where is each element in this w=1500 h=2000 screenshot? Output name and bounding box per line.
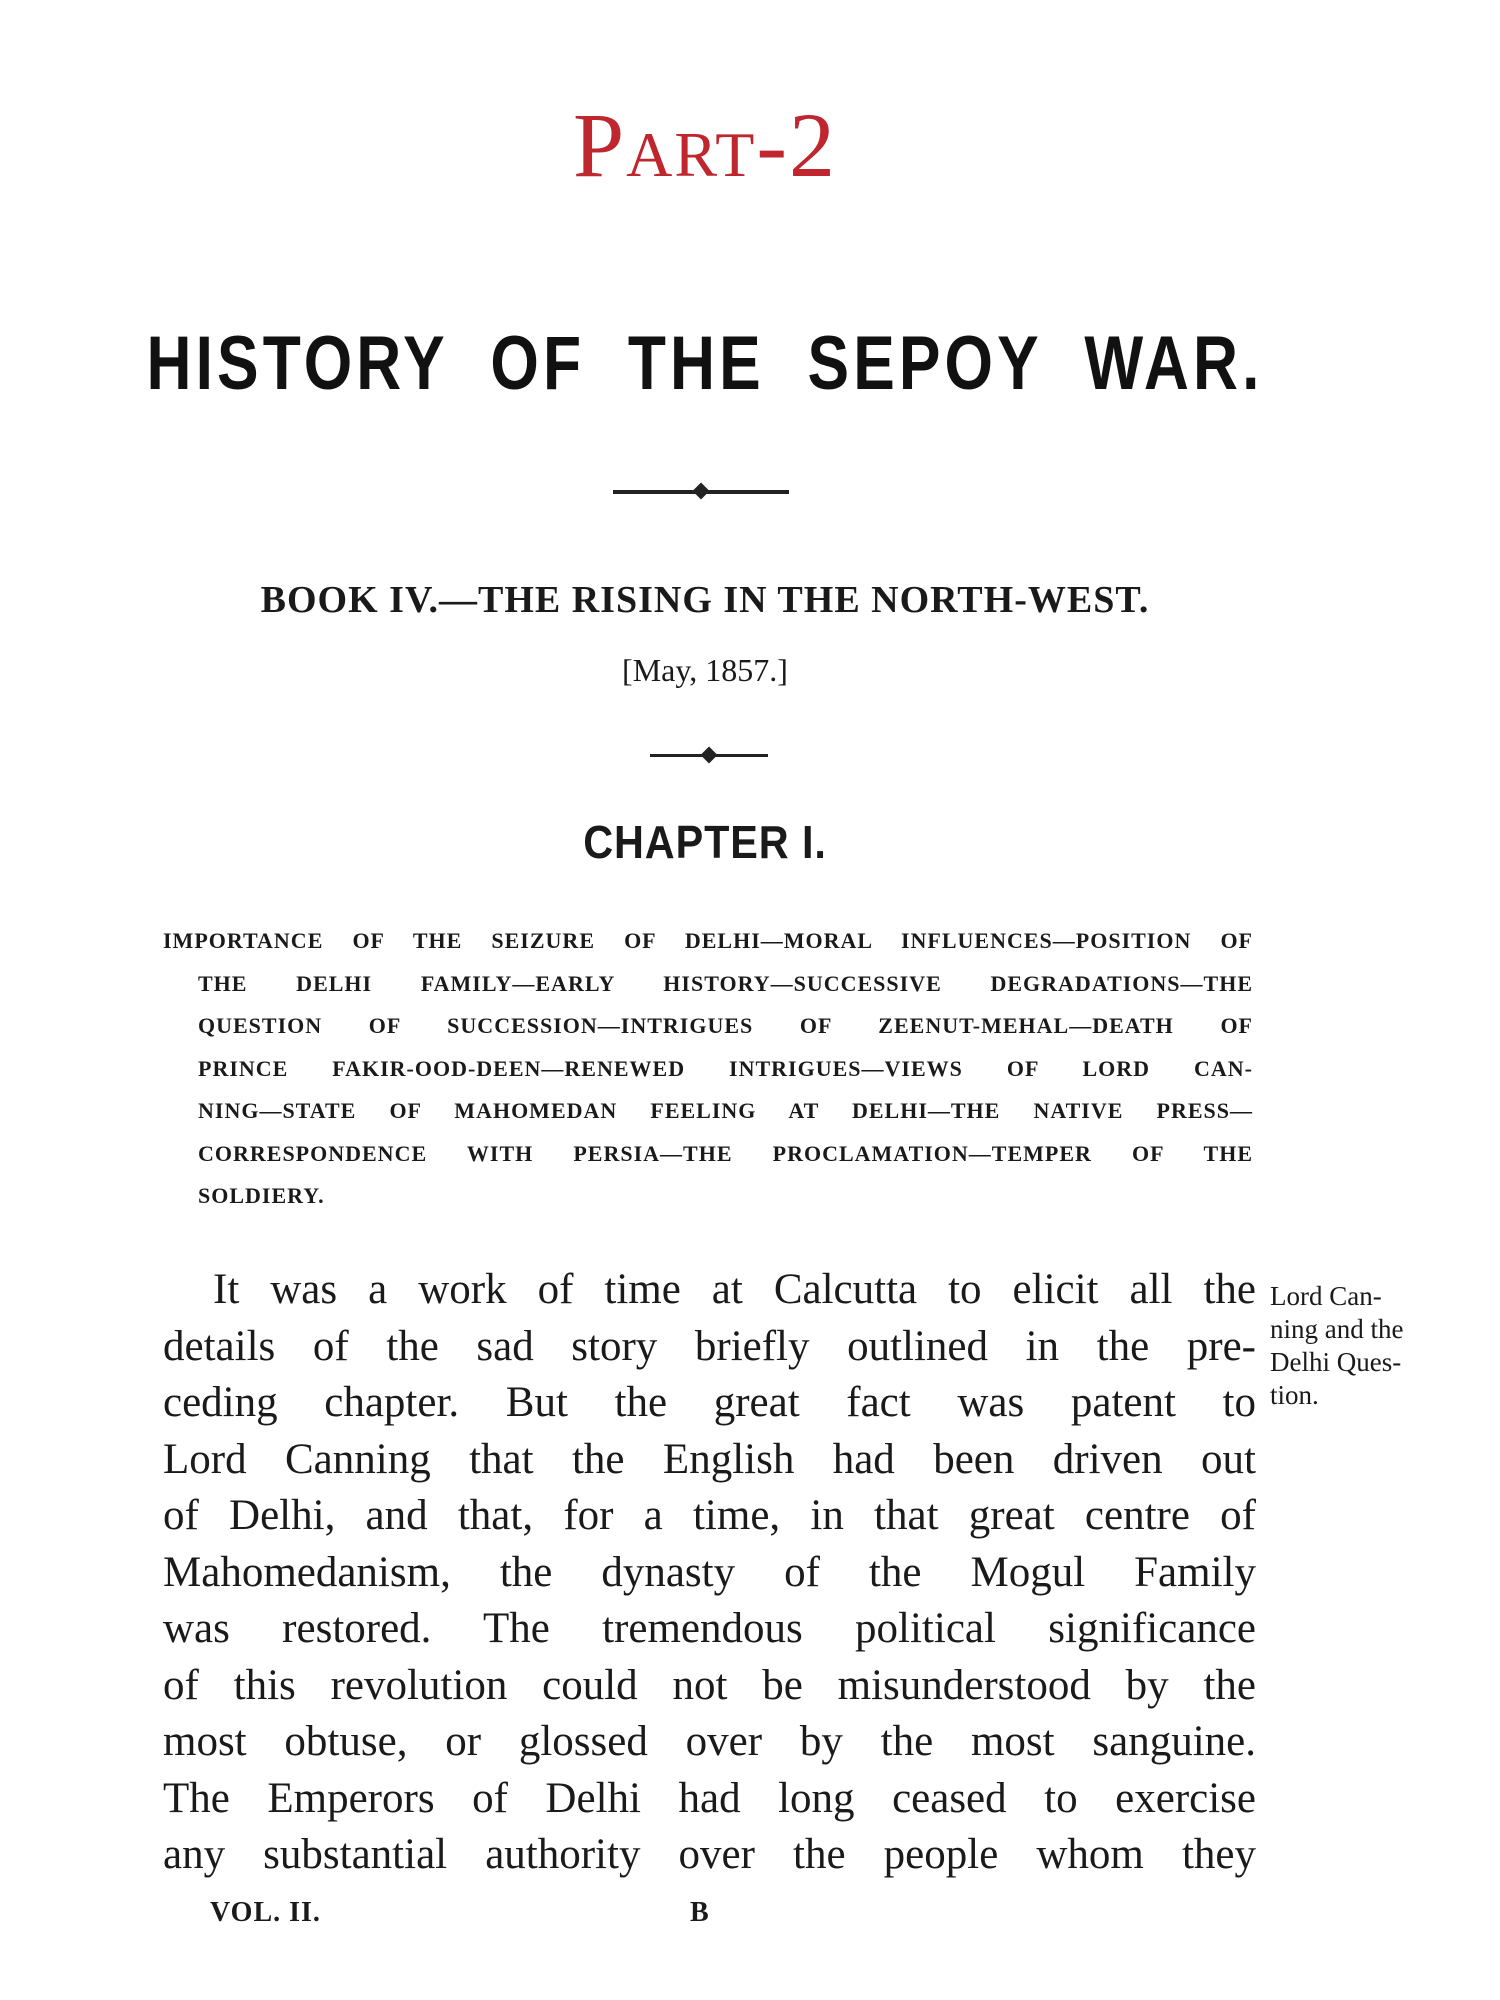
chapter-heading: CHAPTER I. [583,816,827,868]
body-line: Mahomedanism, the dynasty of the Mogul Family [163,1548,1256,1596]
synopsis-line: CORRESPONDENCE WITH PERSIA—THE PROCLAMATION—TEMPER OF THE [198,1140,1253,1166]
ornamental-rule-bottom [650,754,768,757]
book-section-title: BOOK IV.—THE RISING IN THE NORTH-WEST. [260,579,1150,621]
ornamental-rule-top [613,490,789,494]
margin-note-line: Delhi Ques- [1270,1347,1402,1377]
synopsis-line: PRINCE FAKIR-OOD-DEEN—RENEWED INTRIGUES—VIEWS OF LORD CAN- [198,1055,1253,1081]
body-line: any substantial authority over the people whom they [163,1831,1256,1878]
margin-note [1270,1280,1460,1412]
part-label: Part-2 [573,94,837,196]
margin-note-line: tion. [1270,1380,1319,1410]
synopsis-line: NING—STATE OF MAHOMEDAN FEELING AT DELHI—THE NATIVE PRESS— [198,1098,1253,1123]
body-line: ceding chapter. But the great fact was patent to [163,1379,1256,1426]
body-line: of this revolution could not be misunderstood by the [163,1661,1256,1709]
synopsis-line: SOLDIERY. [198,1183,325,1208]
footer-volume: VOL. II. [210,1897,321,1928]
footer-signature-mark: B [690,1897,709,1928]
body-line: It was a work of time at Calcutta to elicit all the [213,1266,1256,1313]
synopsis-line: QUESTION OF SUCCESSION—INTRIGUES OF ZEENUT-MEHAL—DEATH OF [198,1013,1253,1038]
body-line: Lord Canning that the English had been driven out [163,1435,1256,1483]
margin-note-line: ning and the [1270,1314,1404,1344]
body-line: was restored. The tremendous political significance [163,1605,1256,1652]
book-main-title: HISTORY OF THE SEPOY WAR. [146,321,1264,406]
body-paragraph [163,1262,1256,1884]
diamond-ornament-icon [693,483,710,500]
synopsis-line: IMPORTANCE OF THE SEIZURE OF DELHI—MORAL INFLUENCES—POSITION OF [163,928,1253,953]
synopsis-line: THE DELHI FAMILY—EARLY HISTORY—SUCCESSIVE DEGRADATIONS—THE [198,970,1253,996]
diamond-ornament-icon [701,747,718,764]
margin-note-line: Lord Can- [1270,1281,1382,1311]
book-section-date: [May, 1857.] [622,652,788,688]
body-line: most obtuse, or glossed over by the most sanguine. [163,1718,1256,1765]
body-line: of Delhi, and that, for a time, in that great centre of [163,1492,1256,1539]
body-line: The Emperors of Delhi had long ceased to exercise [163,1774,1256,1822]
chapter-synopsis [163,920,1253,1218]
body-line: details of the sad story briefly outlined in the pre- [163,1322,1256,1370]
